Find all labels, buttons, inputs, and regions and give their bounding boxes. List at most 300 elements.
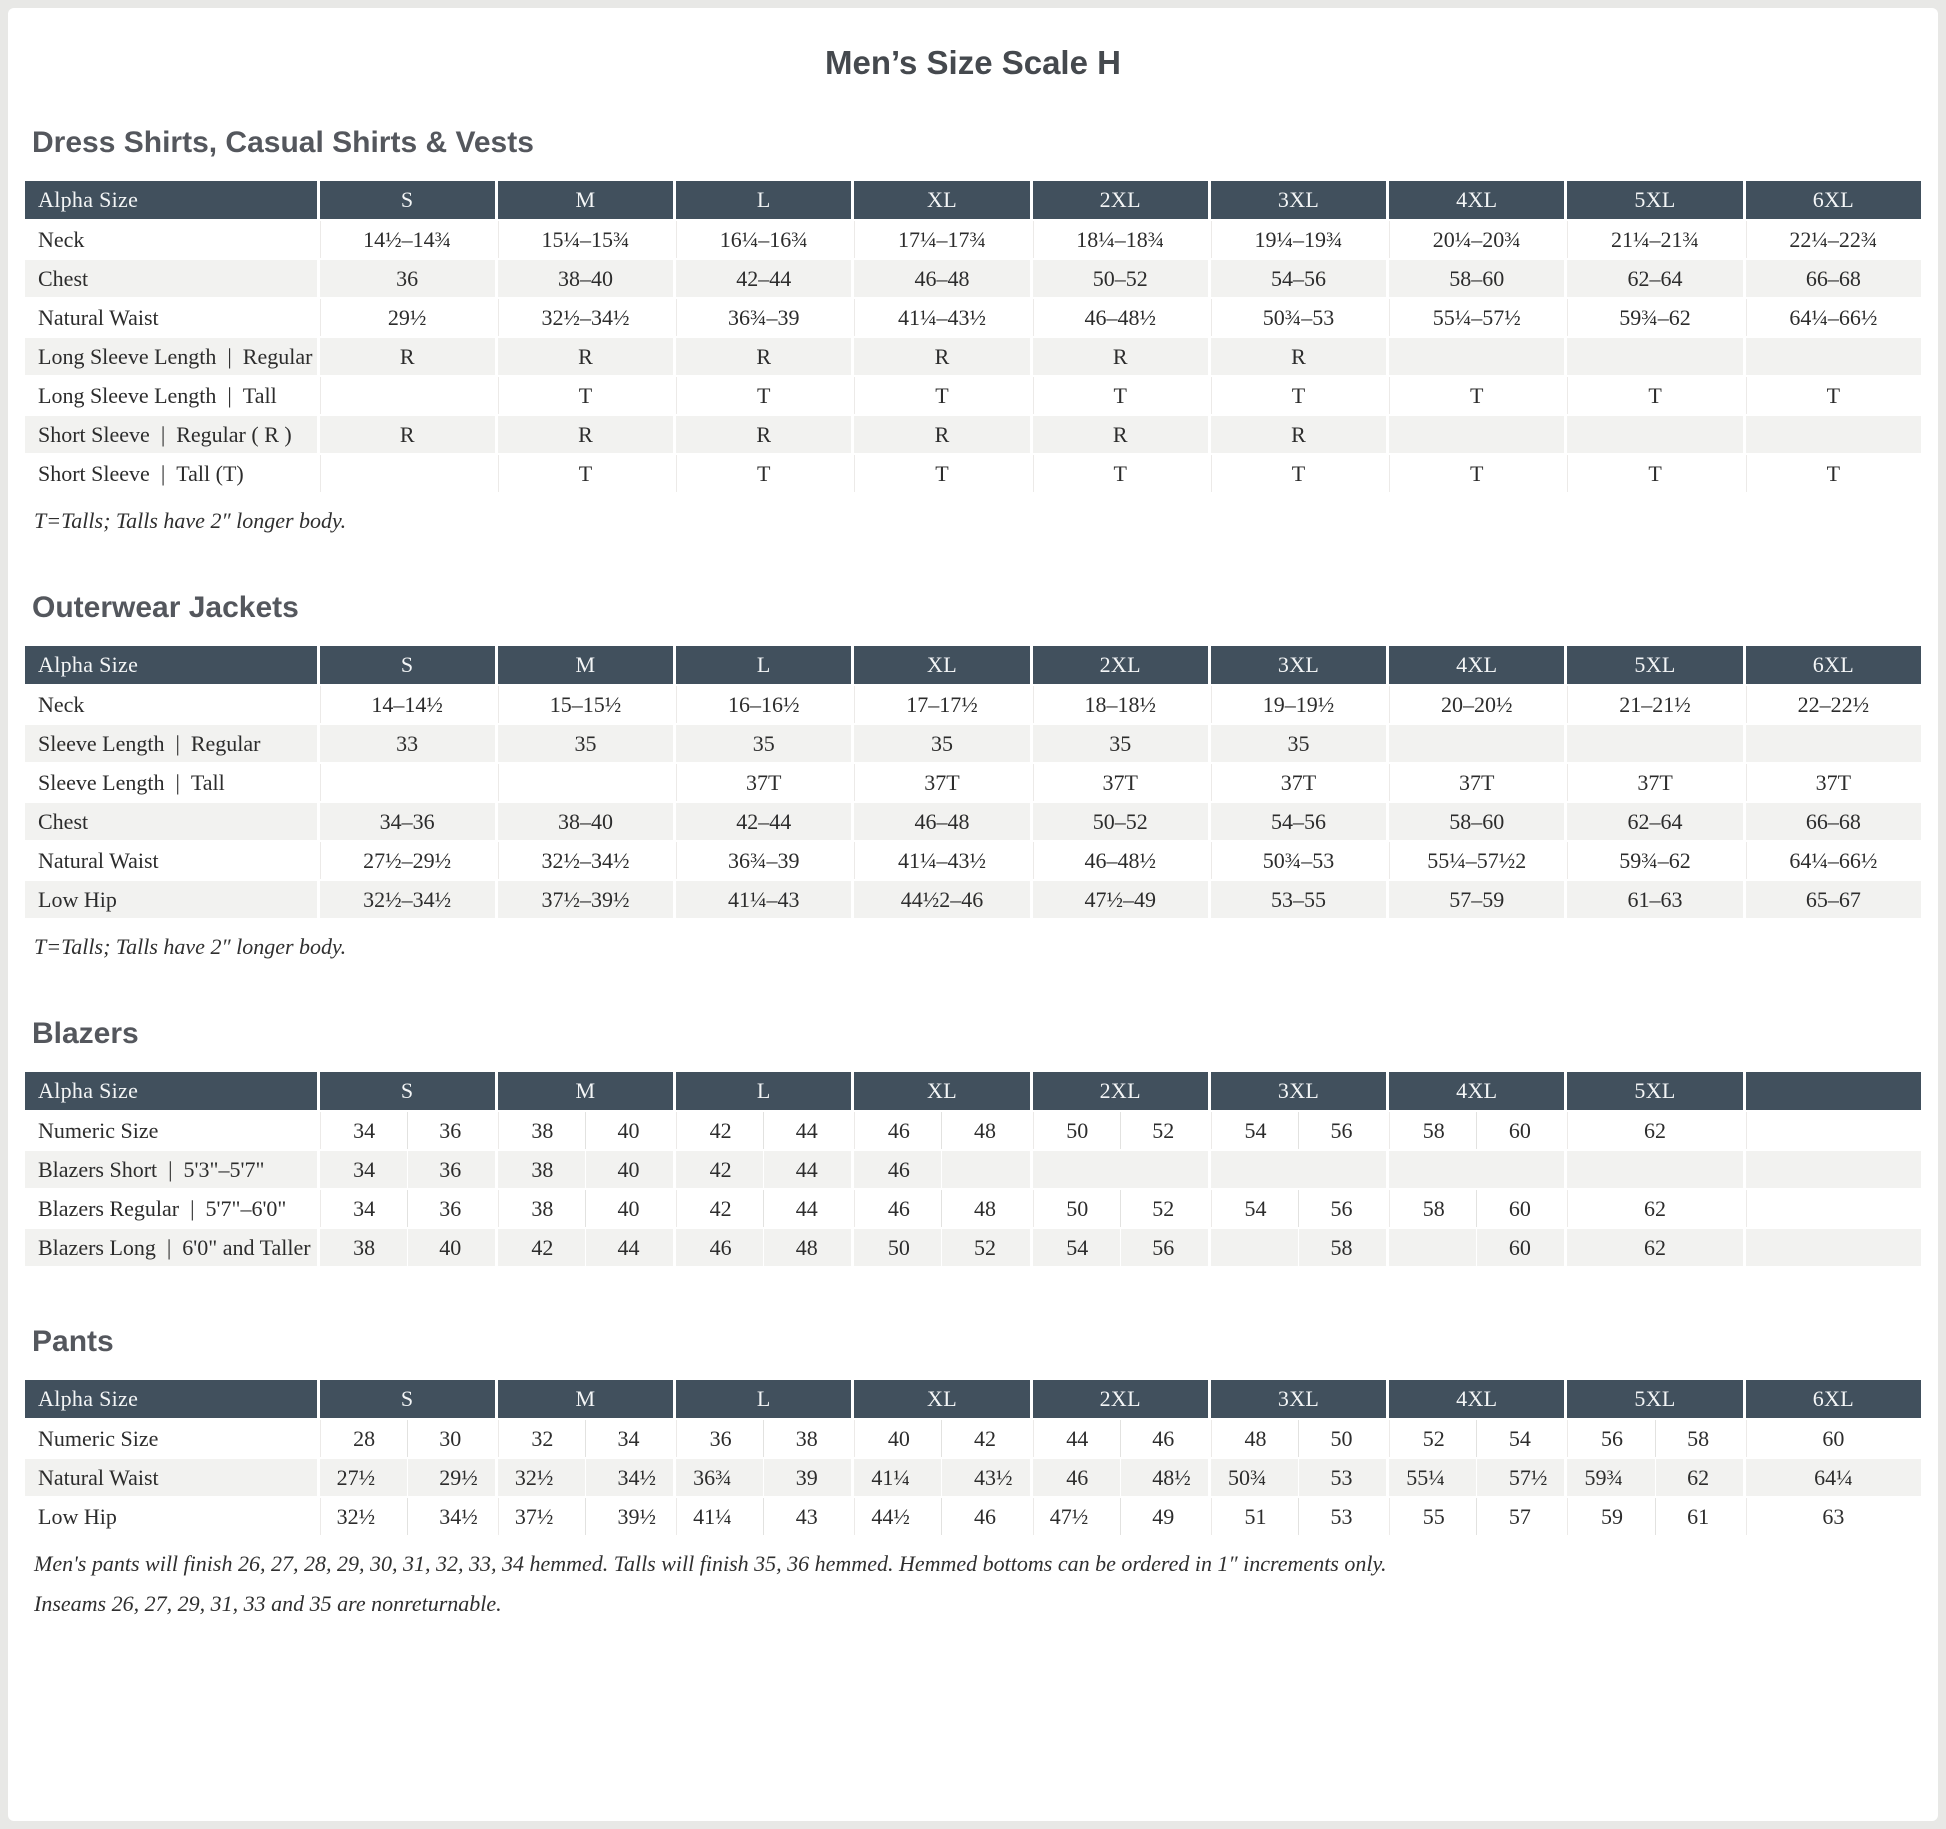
table-container [22,179,1924,534]
split-cell-right: 40 [617,1117,640,1143]
column-header: Alpha Size [25,1072,317,1110]
split-cell [1033,1498,1208,1535]
size-cell: 38–40 [498,803,673,840]
size-cell [854,1498,1029,1535]
split-cell-left: 34 [353,1117,376,1143]
size-cell: 37T [676,764,851,801]
section-title: Dress Shirts, Casual Shirts & Vests [32,126,534,159]
row-label: Sleeve Length | Regular [25,725,317,762]
split-cell-left: 42 [709,1156,732,1182]
split-cell-right: 57½ [1508,1464,1548,1490]
size-cell: 41¼–43½ [854,299,1029,336]
split-cell [1389,1459,1564,1496]
split-cell-right: 60 [1508,1117,1531,1143]
split-cell [320,1229,495,1266]
size-cell [498,1151,673,1188]
split-cell-left: 50 [1066,1195,1089,1221]
size-cell [1389,1498,1564,1535]
size-cell: T [1389,377,1564,414]
size-cell: T [854,377,1029,414]
split-cell-left: 52 [1422,1425,1445,1451]
split-cell [854,1229,1029,1266]
size-cell: 60 [1746,1420,1921,1457]
size-cell [1567,1420,1742,1457]
table-row [25,1229,1921,1266]
split-cell-right: 56 [1330,1195,1353,1221]
size-cell: 35 [676,725,851,762]
split-cell [498,1498,673,1535]
split-cell [498,1151,673,1188]
header-row [25,1072,1921,1110]
size-cell: 62 [1567,1112,1742,1149]
table-row [25,338,1921,375]
split-cell [498,1420,673,1457]
split-cell-left: 27½ [336,1464,376,1490]
size-cell: 20–20½ [1389,686,1564,723]
size-cell [320,764,495,801]
size-cell: 62 [1567,1229,1742,1266]
size-cell: T [1746,377,1921,414]
split-cell [854,1459,1029,1496]
row-label: Numeric Size [25,1420,317,1457]
size-cell: T [1033,377,1208,414]
size-cell: 42–44 [676,803,851,840]
split-cell-right: 52 [1152,1117,1175,1143]
size-cell [1033,1151,1208,1188]
size-cell: 62–64 [1567,260,1742,297]
size-cell: 59¾–62 [1567,299,1742,336]
table-row [25,455,1921,492]
size-cell: T [676,455,851,492]
size-cell [320,1151,495,1188]
size-cell: 19–19½ [1211,686,1386,723]
split-cell [676,1151,851,1188]
row-label: Numeric Size [25,1112,317,1149]
section-dress-shirts [22,126,1924,534]
size-cell: T [1211,455,1386,492]
split-cell [320,1151,495,1188]
split-cell-right: 40 [617,1156,640,1182]
split-cell-right: 52 [1152,1195,1175,1221]
size-cell: 46–48 [854,260,1029,297]
size-cell [1211,1498,1386,1535]
table-row [25,1420,1921,1457]
table-row [25,260,1921,297]
split-cell-right: 60 [1508,1195,1531,1221]
size-cell: 58–60 [1389,803,1564,840]
size-cell [1567,725,1742,762]
size-cell: 50¾–53 [1211,842,1386,879]
size-cell [854,1190,1029,1227]
split-cell [1211,1112,1386,1149]
size-cell [1746,338,1921,375]
size-cell: 37T [1389,764,1564,801]
header-row [25,646,1921,684]
split-cell-right: 61 [1687,1503,1710,1529]
size-cell [1567,1459,1742,1496]
row-label: Natural Waist [25,842,317,879]
section-pants [22,1325,1924,1617]
size-cell [1033,1459,1208,1496]
size-cell [498,1498,673,1535]
section-outerwear-jackets [22,591,1924,960]
size-cell: 61–63 [1567,881,1742,918]
split-cell-left: 59¾ [1584,1464,1623,1490]
split-cell [854,1112,1029,1149]
split-cell-right: 34½ [617,1464,656,1490]
size-cell: R [1033,416,1208,453]
size-chart-page [8,8,1938,1821]
row-label: Blazers Short | 5'3"–5'7" [25,1151,317,1188]
row-label: Chest [25,260,317,297]
column-header: 3XL [1211,646,1386,684]
split-cell-left: 46 [887,1195,910,1221]
column-header: 2XL [1033,1380,1208,1418]
size-cell [854,1420,1029,1457]
size-cell: R [1033,338,1208,375]
size-cell: R [498,416,673,453]
split-cell-left: 32½ [514,1464,554,1490]
split-cell [1567,1459,1742,1496]
column-header: Alpha Size [25,646,317,684]
size-cell: 21–21½ [1567,686,1742,723]
split-cell-right: 40 [617,1195,640,1221]
size-cell: R [320,338,495,375]
table-row [25,416,1921,453]
size-cell [320,1420,495,1457]
size-cell [498,1229,673,1266]
split-cell-right: 46 [974,1503,997,1529]
size-cell [498,1420,673,1457]
split-cell-right: 53 [1330,1464,1353,1490]
size-cell: 41¼–43½ [854,842,1029,879]
size-cell [1746,725,1921,762]
size-cell [1211,1190,1386,1227]
row-label: Low Hip [25,1498,317,1535]
split-cell-left: 51 [1244,1503,1267,1529]
size-cell [1746,1151,1921,1188]
size-cell [676,1112,851,1149]
row-label: Blazers Long | 6'0" and Taller [25,1229,317,1266]
split-cell-right: 39½ [617,1503,656,1529]
size-cell [1567,1498,1742,1535]
size-cell: 37T [1211,764,1386,801]
size-cell: 17¼–17¾ [854,221,1029,258]
size-cell [1746,1112,1921,1149]
split-cell-right: 43 [795,1503,818,1529]
table-row [25,1190,1921,1227]
size-cell: T [1389,455,1564,492]
size-cell [1211,1420,1386,1457]
size-cell: 37T [854,764,1029,801]
split-cell-right: 53 [1330,1503,1353,1529]
size-cell [676,1420,851,1457]
split-cell [1033,1420,1208,1457]
split-cell-left: 50 [887,1234,910,1260]
split-cell [1389,1498,1564,1535]
split-cell-left: 56 [1600,1425,1623,1451]
size-cell [676,1498,851,1535]
table-footnote: Inseams 26, 27, 29, 31, 33 and 35 are nonreturnable. [34,1591,502,1616]
size-cell: R [498,338,673,375]
split-cell-right: 52 [974,1234,997,1260]
split-cell [320,1112,495,1149]
size-cell: T [1033,455,1208,492]
size-cell [320,1190,495,1227]
table-row [25,686,1921,723]
size-cell [1211,1229,1386,1266]
size-cell [1211,1151,1386,1188]
size-cell: 55¼–57½ [1389,299,1564,336]
size-cell: 62 [1567,1190,1742,1227]
size-cell: 37T [1033,764,1208,801]
size-cell [1211,1459,1386,1496]
split-cell [1211,1459,1386,1496]
split-cell-left: 46 [709,1234,732,1260]
size-cell [1746,1190,1921,1227]
size-cell [854,1459,1029,1496]
size-cell [676,1190,851,1227]
size-cell: 58–60 [1389,260,1564,297]
column-header: 3XL [1211,181,1386,219]
split-cell [320,1190,495,1227]
column-header: S [320,181,495,219]
table-row [25,1498,1921,1535]
split-cell-left: 41¼ [871,1464,910,1490]
table-row [25,299,1921,336]
size-cell [1567,338,1742,375]
table-footnote: Men's pants will finish 26, 27, 28, 29, 30, 31, 32, 33, 34 hemmed. Talls will finish 35, 36 hemmed. Hemmed bottoms can be ordered in 1″ increments only. [34,1551,1387,1576]
column-header: L [676,181,851,219]
split-cell [676,1459,851,1496]
size-cell [1033,1229,1208,1266]
split-cell-right: 42 [974,1425,997,1451]
size-cell: T [676,377,851,414]
table-container [22,644,1924,960]
size-cell: R [1211,338,1386,375]
split-cell-left: 46 [887,1156,910,1182]
column-header: M [498,1072,673,1110]
column-header: S [320,1072,495,1110]
size-table [22,1070,1924,1268]
row-label: Long Sleeve Length | Regular [25,338,317,375]
split-cell-right: 48 [974,1195,997,1221]
size-cell [1567,1151,1742,1188]
column-header: 2XL [1033,1072,1208,1110]
size-cell: 59¾–62 [1567,842,1742,879]
split-cell [676,1229,851,1266]
column-header: XL [854,646,1029,684]
size-cell: 62–64 [1567,803,1742,840]
size-cell [1746,1229,1921,1266]
size-cell [320,377,495,414]
split-cell-right: 46 [1152,1425,1175,1451]
column-header: L [676,646,851,684]
split-cell-right: 54 [1508,1425,1531,1451]
size-cell [854,1151,1029,1188]
size-cell [676,1151,851,1188]
size-cell [1389,1420,1564,1457]
size-cell: 17–17½ [854,686,1029,723]
split-cell-right: 40 [439,1234,462,1260]
size-cell: 32½–34½ [498,842,673,879]
size-cell: R [1211,416,1386,453]
size-cell: 35 [1211,725,1386,762]
size-cell: R [854,338,1029,375]
table-row [25,1112,1921,1149]
split-cell-right: 44 [795,1117,818,1143]
size-cell: 35 [498,725,673,762]
row-label: Low Hip [25,881,317,918]
split-cell [676,1112,851,1149]
split-cell-right: 34 [617,1425,640,1451]
size-cell: 50–52 [1033,803,1208,840]
column-header: XL [854,181,1029,219]
size-table [22,1378,1924,1537]
split-cell-right: 44 [617,1234,640,1260]
size-cell: 54–56 [1211,803,1386,840]
split-cell [498,1112,673,1149]
split-cell-left: 48 [1244,1425,1267,1451]
section-title: Blazers [32,1017,139,1050]
split-cell-left: 54 [1066,1234,1089,1260]
size-cell: 50–52 [1033,260,1208,297]
column-header: 4XL [1389,646,1564,684]
split-cell-left: 41¼ [693,1503,732,1529]
split-cell-left: 40 [887,1425,910,1451]
row-label: Neck [25,686,317,723]
size-cell: T [498,377,673,414]
size-cell: 21¼–21¾ [1567,221,1742,258]
split-cell-left: 44 [1066,1425,1089,1451]
split-cell [320,1459,495,1496]
column-header: 2XL [1033,646,1208,684]
split-cell [1389,1420,1564,1457]
table-footnote: T=Talls; Talls have 2″ longer body. [34,508,347,533]
size-cell: 14½–14¾ [320,221,495,258]
size-cell [1211,1112,1386,1149]
split-cell-right: 62 [1687,1464,1710,1490]
size-cell [498,1112,673,1149]
split-cell-left: 58 [1422,1195,1445,1221]
size-cell: 37T [1746,764,1921,801]
size-cell: 14–14½ [320,686,495,723]
size-cell: R [854,416,1029,453]
split-cell [498,1229,673,1266]
column-header: 5XL [1567,1380,1742,1418]
size-cell [1389,725,1564,762]
table-row [25,725,1921,762]
size-cell [1033,1112,1208,1149]
split-cell-right: 60 [1508,1234,1531,1260]
table-row [25,764,1921,801]
split-cell [1389,1112,1564,1149]
size-cell [498,1190,673,1227]
split-cell-left: 42 [709,1195,732,1221]
size-cell [498,764,673,801]
size-cell: 64¼ [1746,1459,1921,1496]
size-cell: 36 [320,260,495,297]
split-cell-left: 42 [709,1117,732,1143]
size-cell: 32½–34½ [498,299,673,336]
page-title: Men’s Size Scale H [825,44,1121,81]
table-row [25,377,1921,414]
split-cell [1211,1420,1386,1457]
size-cell [320,1229,495,1266]
split-cell [1033,1190,1208,1227]
split-cell-left: 50 [1066,1117,1089,1143]
column-header: L [676,1072,851,1110]
column-header: 6XL [1746,181,1921,219]
row-label: Sleeve Length | Tall [25,764,317,801]
size-cell [320,455,495,492]
size-cell: 22–22½ [1746,686,1921,723]
split-cell-right: 57 [1508,1503,1531,1529]
size-cell: 50¾–53 [1211,299,1386,336]
split-cell-right: 29½ [439,1464,478,1490]
row-label: Short Sleeve | Regular ( R ) [25,416,317,453]
split-cell-left: 55¼ [1406,1464,1445,1490]
size-cell: R [676,416,851,453]
split-cell-left: 46 [1066,1464,1089,1490]
split-cell-right: 38 [795,1425,818,1451]
size-cell [1389,416,1564,453]
split-cell-left: 47½ [1049,1503,1089,1529]
size-cell: 64¼–66½ [1746,299,1921,336]
size-cell: 35 [1033,725,1208,762]
split-cell-left: 38 [531,1156,554,1182]
size-cell: 18¼–18¾ [1033,221,1208,258]
section-blazers [22,1017,1924,1268]
size-cell: R [320,416,495,453]
split-cell [320,1420,495,1457]
split-cell-right: 44 [795,1195,818,1221]
table-row [25,1151,1921,1188]
split-cell-left: 59 [1600,1503,1623,1529]
split-cell [1211,1190,1386,1227]
row-label: Blazers Regular | 5'7"–6'0" [25,1190,317,1227]
size-cell [1389,1229,1564,1266]
split-cell-right: 56 [1330,1117,1353,1143]
size-cell [1033,1498,1208,1535]
split-cell [676,1498,851,1535]
column-header [1746,1072,1921,1110]
size-cell [1389,1459,1564,1496]
table-row [25,881,1921,918]
table-container [22,1378,1924,1617]
size-cell: 54–56 [1211,260,1386,297]
split-cell-left: 58 [1422,1117,1445,1143]
column-header: S [320,1380,495,1418]
split-cell-right: 36 [439,1195,462,1221]
split-cell [1033,1112,1208,1149]
column-header: S [320,646,495,684]
split-cell-right: 56 [1152,1234,1175,1260]
size-cell: 64¼–66½ [1746,842,1921,879]
column-header: 3XL [1211,1072,1386,1110]
split-cell-left: 42 [531,1234,554,1260]
column-header: 5XL [1567,646,1742,684]
table-container [22,1070,1924,1268]
split-cell-left: 36 [709,1425,732,1451]
column-header: M [498,181,673,219]
size-table [22,644,1924,920]
size-cell: 33 [320,725,495,762]
size-cell: 35 [854,725,1029,762]
column-header: L [676,1380,851,1418]
split-cell-left: 36¾ [693,1464,732,1490]
size-cell [320,1112,495,1149]
